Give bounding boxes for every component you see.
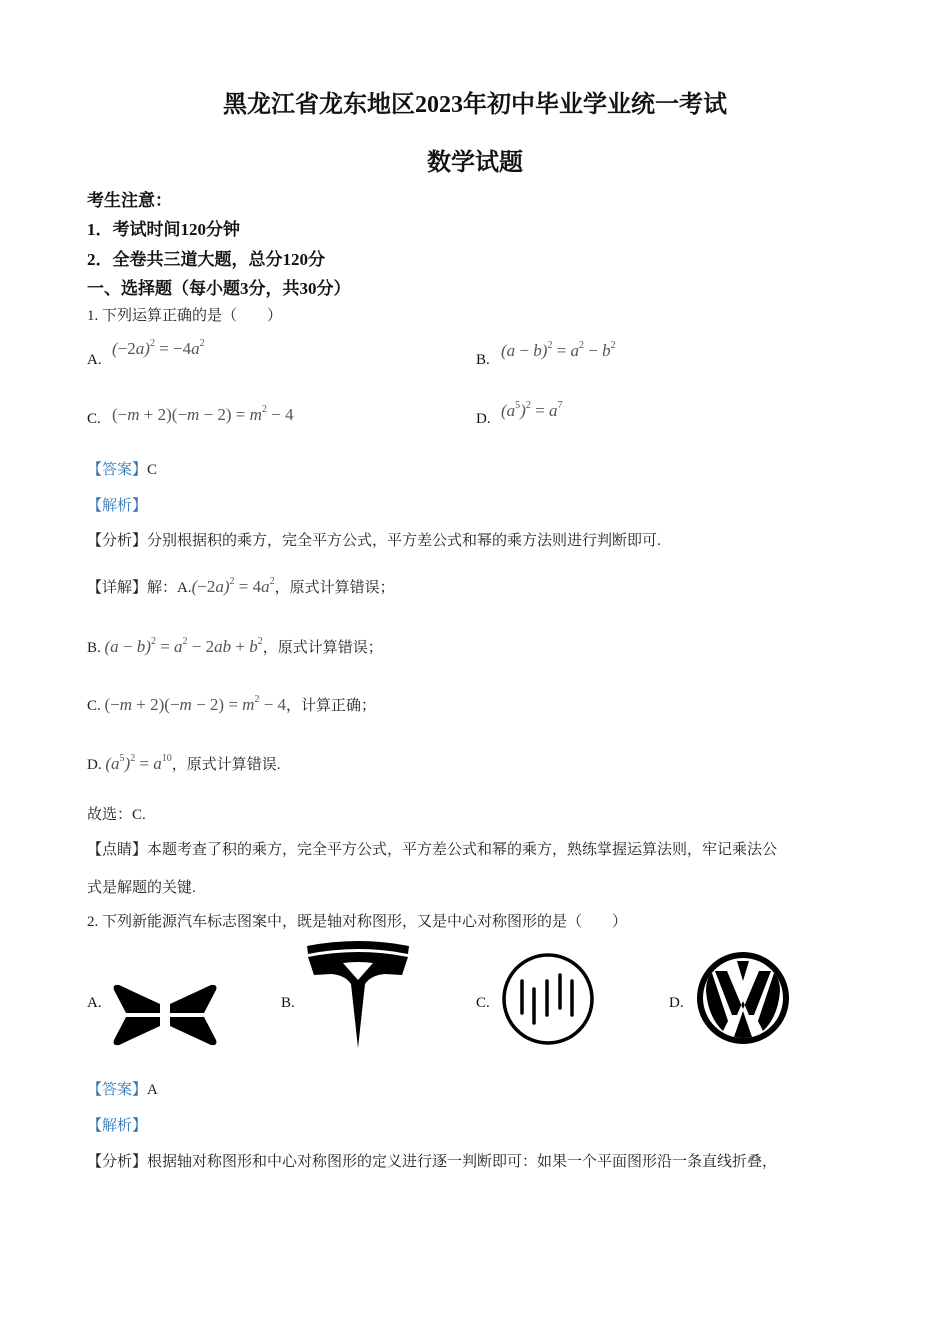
q2-option-b-label: B. xyxy=(281,995,295,1011)
q1-analysis-tag: 【解析】 xyxy=(87,498,148,514)
exam-title: 黑龙江省龙东地区2023年初中毕业学业统一考试 xyxy=(223,92,727,118)
tesla-logo-icon xyxy=(305,940,411,1050)
circle-bars-logo-icon xyxy=(500,951,596,1047)
q1-option-c-expr: $(-m + 2)(-m - 2) = m^2 - 4$ xyxy=(112,404,294,424)
q1-option-d-label: D. xyxy=(476,411,491,427)
q2-option-c-label: C. xyxy=(476,995,490,1011)
q1-option-a-expr: $(-2a)^2 = -4a^2$ xyxy=(112,338,205,358)
notice-heading: 考生注意： xyxy=(87,191,172,210)
q2-analysis-tag: 【解析】 xyxy=(87,1118,148,1134)
section-heading: 一、选择题（每小题3分，共30分） xyxy=(87,279,351,298)
q2-option-d-label: D. xyxy=(669,995,684,1011)
q1-answer: 【答案】C xyxy=(87,462,158,478)
notice-item-1: 1．考试时间120分钟 xyxy=(87,220,240,239)
answer-tag: 【答案】 xyxy=(87,462,148,478)
notice-item-2: 2．全卷共三道大题，总分120分 xyxy=(87,250,325,269)
exam-subtitle: 数学试题 xyxy=(427,150,523,176)
x-logo-icon xyxy=(110,982,220,1048)
q2-fenxi: 【分析】根据轴对称图形和中心对称图形的定义进行逐一判断即可：如果一个平面图形沿一条直线折叠， xyxy=(87,1154,778,1170)
q1-detail-c: C. $(-m + 2)(-m - 2) = m^2 - 4$，计算正确； xyxy=(87,694,377,714)
q1-option-a-label: A. xyxy=(87,352,102,368)
q2-stem: 2. 下列新能源汽车标志图案中，既是轴对称图形，又是中心对称图形的是（ ） xyxy=(87,914,628,930)
q1-detail-d: D. $(a^5)^2 = a^{10}$，原式计算错误. xyxy=(87,753,281,773)
q1-detail-b: B. $(a - b)^2 = a^2 - 2ab + b^2$，原式计算错误； xyxy=(87,636,383,656)
q1-option-b-expr: $(a - b)^2 = a^2 - b^2$ xyxy=(501,340,616,360)
q1-detail-a: 【详解】解：$A.(-2a)^2 = 4a^2$，原式计算错误； xyxy=(87,576,395,596)
q1-detail-b-expr: $(a - b)^2 = a^2 - 2ab + b^2$ xyxy=(104,636,263,656)
q1-detail-a-expr: $(-2a)^2 = 4a^2$ xyxy=(191,576,275,596)
q1-choose: 故选：C. xyxy=(87,807,146,823)
q1-detail-d-expr: $(a^5)^2 = a^{10}$ xyxy=(105,753,172,773)
q1-fenxi: 【分析】分别根据积的乘方，完全平方公式，平方差公式和幂的乘方法则进行判断即可. xyxy=(87,533,661,549)
q1-option-d-expr: $(a^5)^2 = a^7$ xyxy=(501,400,563,420)
q1-dianjing: 【点睛】本题考查了积的乘方，完全平方公式，平方差公式和幂的乘方，熟练掌握运算法则，牢记乘法公 xyxy=(87,842,778,858)
q1-stem: 1. 下列运算正确的是（ ） xyxy=(87,308,283,324)
vw-logo-icon xyxy=(694,949,792,1047)
q1-option-c-label: C. xyxy=(87,411,101,427)
q1-option-b-label: B. xyxy=(476,352,490,368)
q2-option-a-label: A. xyxy=(87,995,102,1011)
q1-dianjing-line2: 式是解题的关键. xyxy=(87,880,196,896)
q2-answer: 【答案】A xyxy=(87,1082,158,1098)
q1-detail-c-expr: $(-m + 2)(-m - 2) = m^2 - 4$ xyxy=(104,694,287,714)
